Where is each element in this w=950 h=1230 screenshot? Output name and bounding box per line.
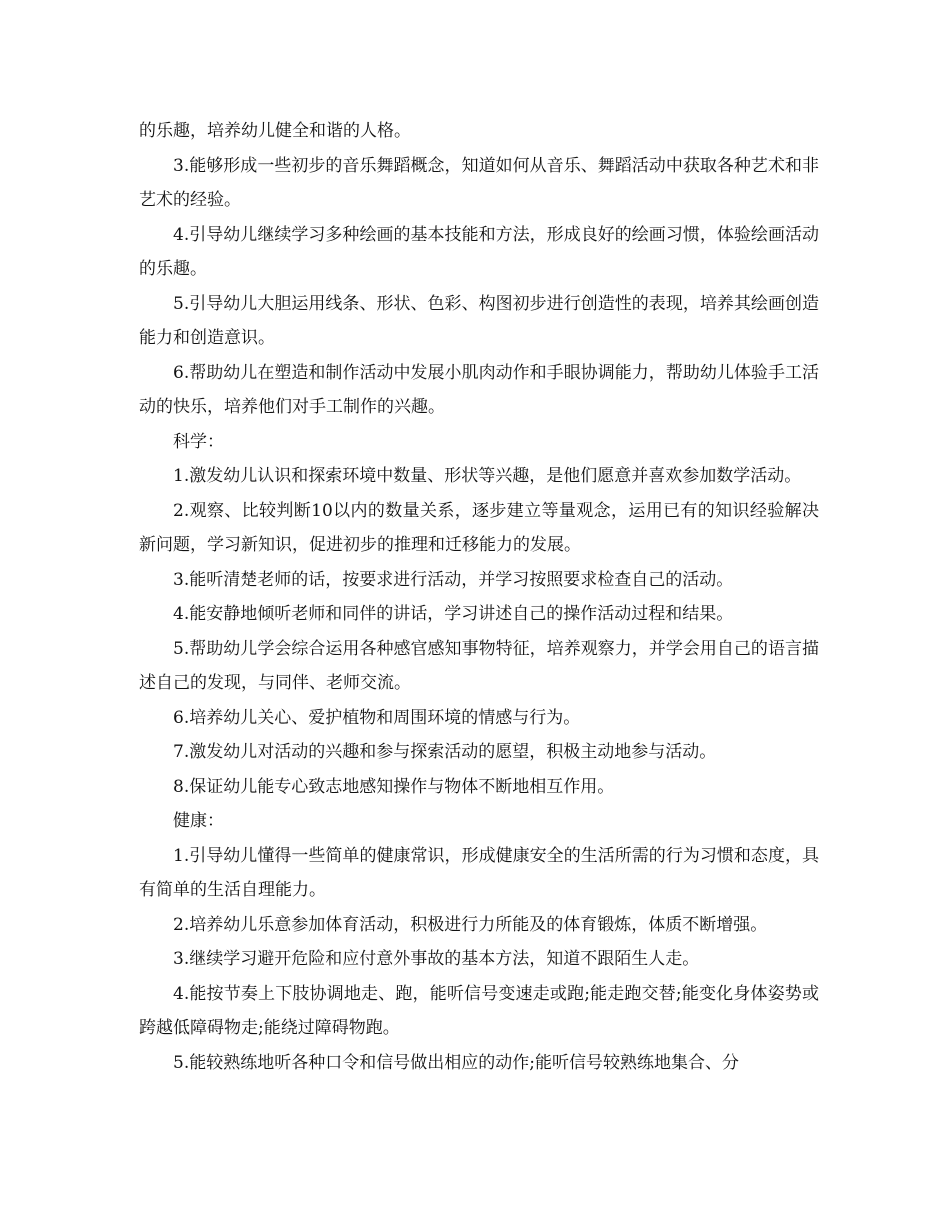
paragraph: 5.能较熟练地听各种口令和信号做出相应的动作;能听信号较熟练地集合、分 xyxy=(173,1052,739,1073)
paragraph: 5.引导幼儿大胆运用线条、形状、色彩、构图初步进行创造性的表现，培养其绘画创造能力和创造意识。 xyxy=(139,293,819,348)
paragraph: 1.激发幼儿认识和探索环境中数量、形状等兴趣，是他们愿意并喜欢参加数学活动。 xyxy=(173,466,802,486)
paragraph: 的乐趣，培养幼儿健全和谐的人格。 xyxy=(139,121,411,141)
paragraph: 6.培养幼儿关心、爱护植物和周围环境的情感与行为。 xyxy=(173,707,581,728)
paragraph: 4.能按节奏上下肢协调地走、跑，能听信号变速走或跑;能走跑交替;能变化身体姿势或跨越低障碍物走;能绕过障碍物跑。 xyxy=(139,983,819,1038)
paragraph: 5.帮助幼儿学会综合运用各种感官感知事物特征，培养观察力，并学会用自己的语言描述自己的发现，与同伴、老师交流。 xyxy=(139,638,819,693)
paragraph: 1.引导幼儿懂得一些简单的健康常识，形成健康安全的生活所需的行为习惯和态度，具有简单的生活自理能力。 xyxy=(139,845,819,900)
paragraph: 4.能安静地倾听老师和同伴的讲话，学习讲述自己的操作活动过程和结果。 xyxy=(173,604,734,624)
paragraph: 3.能听清楚老师的话，按要求进行活动，并学习按照要求检查自己的活动。 xyxy=(173,569,734,590)
section-heading-health: 健康： xyxy=(173,811,224,831)
paragraph: 3.继续学习避开危险和应付意外事故的基本方法，知道不跟陌生人走。 xyxy=(173,949,700,969)
paragraph: 3.能够形成一些初步的音乐舞蹈概念，知道如何从音乐、舞蹈活动中获取各种艺术和非艺术的经验。 xyxy=(139,155,819,210)
paragraph: 2.培养幼儿乐意参加体育活动，积极进行力所能及的体育锻炼，体质不断增强。 xyxy=(173,914,768,935)
paragraph: 2.观察、比较判断10以内的数量关系，逐步建立等量观念，运用已有的知识经验解决新问题，学习新知识，促进初步的推理和迁移能力的发展。 xyxy=(139,500,819,555)
paragraph: 8.保证幼儿能专心致志地感知操作与物体不断地相互作用。 xyxy=(173,776,615,797)
section-heading-science: 科学： xyxy=(173,431,224,452)
paragraph: 7.激发幼儿对活动的兴趣和参与探索活动的愿望，积极主动地参与活动。 xyxy=(173,742,717,762)
document-body xyxy=(139,114,819,1080)
paragraph: 6.帮助幼儿在塑造和制作活动中发展小肌肉动作和手眼协调能力，帮助幼儿体验手工活动的快乐，培养他们对手工制作的兴趣。 xyxy=(139,362,819,417)
paragraph: 4.引导幼儿继续学习多种绘画的基本技能和方法，形成良好的绘画习惯，体验绘画活动的乐趣。 xyxy=(139,224,819,279)
